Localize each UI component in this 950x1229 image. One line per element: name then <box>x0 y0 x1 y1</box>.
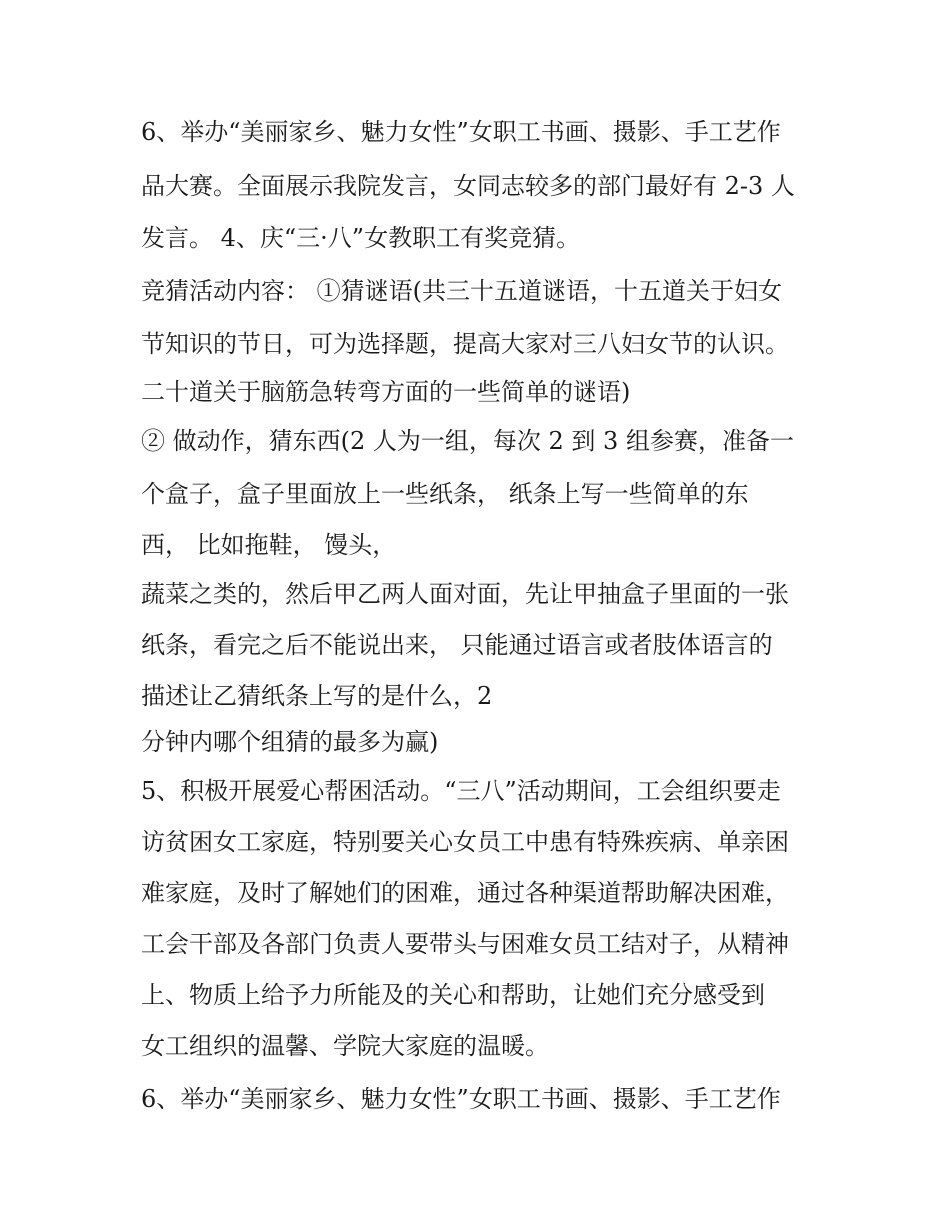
text-line-9: 西， 比如拖鞋， 馒头， <box>141 531 397 559</box>
text-line-15: 访贫困女工家庭，特别要关心女员工中患有特殊疾病、单亲困 <box>141 828 789 856</box>
text-line-4: 竞猜活动内容： ①猜谜语(共三十五道谜语，十五道关于妇女 <box>141 277 782 305</box>
text-line-19: 女工组织的温馨、学院大家庭的温暖。 <box>141 1032 549 1060</box>
text-line-6: 二十道关于脑筋急转弯方面的一些简单的谜语) <box>141 378 631 406</box>
text-line-16: 难家庭，及时了解她们的困难，通过各种渠道帮助解决困难， <box>141 879 789 907</box>
text-line-8: 个盒子，盒子里面放上一些纸条， 纸条上写一些简单的东 <box>141 480 749 508</box>
text-line-18: 上、物质上给予力所能及的关心和帮助，让她们充分感受到 <box>141 981 765 1009</box>
text-line-5: 节知识的节日，可为选择题，提高大家对三八妇女节的认识。 <box>141 330 789 358</box>
text-line-20: 6、举办“美丽家乡、魅力女性”女职工书画、摄影、手工艺作 <box>141 1085 781 1113</box>
document-body <box>141 109 831 1122</box>
text-line-13: 分钟内哪个组猜的最多为赢) <box>141 728 439 756</box>
text-line-7: ② 做动作，猜东西(2 人为一组，每次 2 到 3 组参赛，准备一 <box>141 427 794 455</box>
text-line-3: 发言。 4、庆“三·八”女教职工有奖竞猜。 <box>141 224 581 252</box>
text-line-1: 6、举办“美丽家乡、魅力女性”女职工书画、摄影、手工艺作 <box>141 118 781 146</box>
text-line-12: 描述让乙猜纸条上写的是什么，2 <box>141 682 493 710</box>
text-line-11: 纸条，看完之后不能说出来， 只能通过语言或者肢体语言的 <box>141 631 773 659</box>
text-line-10: 蔬菜之类的，然后甲乙两人面对面，先让甲抽盒子里面的一张 <box>141 580 789 608</box>
text-line-2: 品大赛。全面展示我院发言，女同志较多的部门最好有 2-3 人 <box>141 172 795 200</box>
text-line-17: 工会干部及各部门负责人要带头与困难女员工结对子，从精神 <box>141 930 789 958</box>
text-line-14: 5、积极开展爱心帮困活动。“三八”活动期间，工会组织要走 <box>141 777 781 805</box>
